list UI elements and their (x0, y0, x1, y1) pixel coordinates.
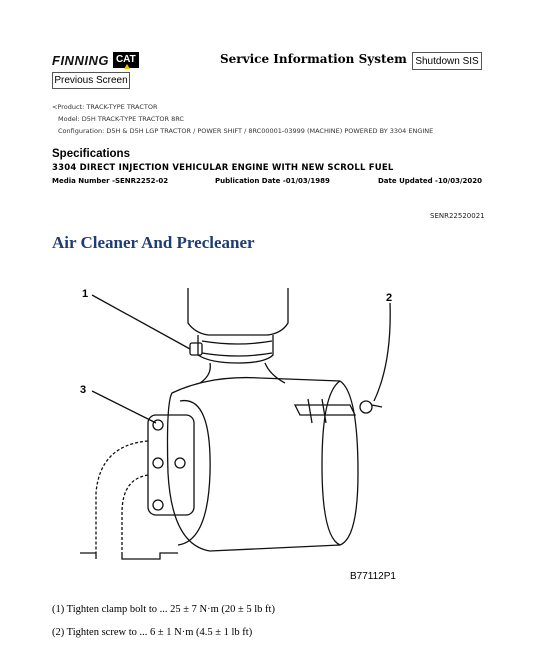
precleaner-tube (188, 288, 288, 335)
document-subtitle: 3304 DIRECT INJECTION VEHICULAR ENGINE WITH NEW SCROLL FUEL (52, 163, 394, 173)
previous-screen-button[interactable]: Previous Screen (52, 72, 130, 89)
cat-triangle-icon (124, 64, 130, 69)
cat-logo-text: CAT (115, 54, 136, 65)
canister-body (168, 378, 359, 551)
model-info: Model: D5H TRACK-TYPE TRACTOR 8RC (58, 115, 184, 123)
callout-2-leader (374, 303, 390, 401)
media-number: Media Number -SENR2252-02 (52, 177, 169, 185)
article-title: Air Cleaner And Precleaner (52, 233, 255, 252)
air-cleaner-illustration (60, 283, 480, 588)
clamp-band (198, 335, 273, 363)
screw (360, 401, 372, 413)
product-link[interactable]: <Product: TRACK-TYPE TRACTOR (52, 103, 158, 111)
configuration-info: Configuration: D5H & D5H LGP TRACTOR / POWER SHIFT / 8RC00001-03999 (MACHINE) POWERED BY 3304 ENGINE (58, 127, 434, 135)
app-title: Service Information System (220, 52, 407, 66)
section-heading: Specifications (52, 148, 130, 160)
callout-2: 2 (386, 292, 393, 304)
cat-logo-badge (113, 52, 139, 68)
outlet-elbow (96, 441, 148, 553)
callout-1-leader (92, 295, 190, 349)
shutdown-sis-button[interactable]: Shutdown SIS (412, 52, 482, 70)
finning-cat-logo (52, 49, 138, 71)
date-updated: Date Updated -10/03/2020 (378, 177, 483, 185)
figure-reference: B77112P1 (350, 571, 396, 582)
torque-note-2: (2) Tighten screw to ... 6 ± 1 N·m (4.5 ± 1 lb ft) (52, 627, 253, 638)
callout-3-leader (92, 391, 156, 423)
torque-note-1: (1) Tighten clamp bolt to ... 25 ± 7 N·m (20 ± 5 lb ft) (52, 604, 275, 615)
document-id: SENR22520021 (430, 212, 485, 220)
publication-date: Publication Date -01/03/1989 (215, 177, 330, 185)
callout-3: 3 (80, 384, 87, 396)
clamp-bolt (190, 343, 202, 355)
callout-1: 1 (82, 288, 89, 300)
finning-logo-text: FINNING (52, 52, 109, 68)
